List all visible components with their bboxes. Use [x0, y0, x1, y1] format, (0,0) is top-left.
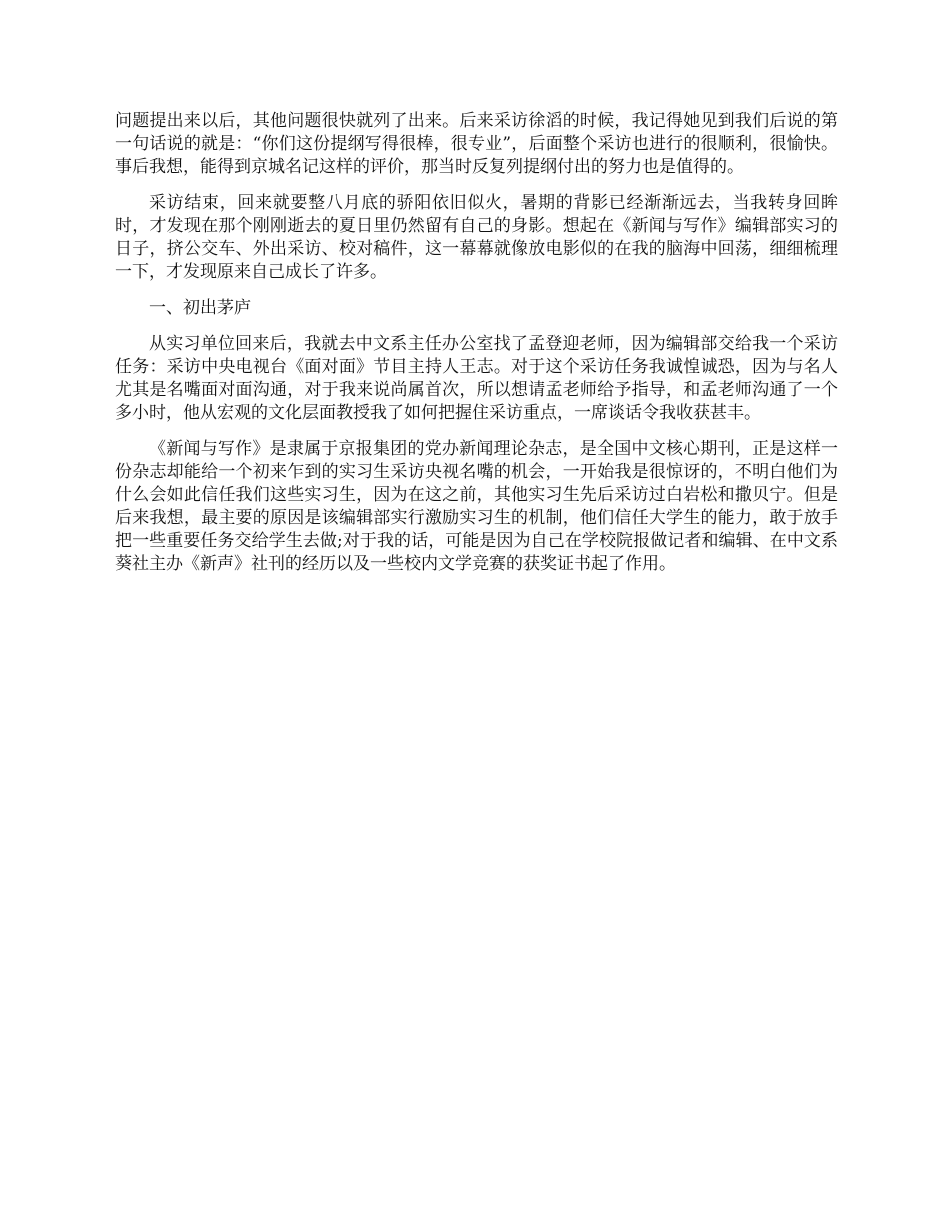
paragraph-4: 《新闻与写作》是隶属于京报集团的党办新闻理论杂志，是全国中文核心期刊，正是这样一份杂志却能给一个初来乍到的实习生采访央视名嘴的机会，一开始我是很惊讶的，不明白他们为什么会如此信任我们这些实习生，因为在这之前，其他实习生先后采访过白岩松和撒贝宁。但是后来我想，最主要的原因是该编辑部实行激励实习生的机制，他们信任大学生的能力，敢于放手把一些重要任务交给学生去做;对于我的话，可能是因为自己在学校院报做记者和编辑、在中文系葵社主办《新声》社刊的经历以及一些校内文学竞赛的获奖证书起了作用。 — [115, 439, 838, 574]
paragraph-3: 从实习单位回来后，我就去中文系主任办公室找了孟登迎老师，因为编辑部交给我一个采访任务：采访中央电视台《面对面》节目主持人王志。对于这个采访任务我诚惶诚恐，因为与名人尤其是名嘴面对面沟通，对于我来说尚属首次，所以想请孟老师给予指导，和孟老师沟通了一个多小时，他从宏观的文化层面教授我了如何把握住采访重点，一席谈话令我收获甚丰。 — [115, 334, 838, 423]
paragraph-1: 问题提出来以后，其他问题很快就列了出来。后来采访徐滔的时候，我记得她见到我们后说的第一句话说的就是：“你们这份提纲写得很棒，很专业”，后面整个采访也进行的很顺利，很愉快。事后我想，能得到京城名记这样的评价，那当时反复列提纲付出的努力也是值得的。 — [115, 111, 838, 177]
document-page — [115, 110, 838, 589]
paragraph-2: 采访结束，回来就要整八月底的骄阳依旧似火，暑期的背影已经渐渐远去，当我转身回眸时，才发现在那个刚刚逝去的夏日里仍然留有自己的身影。想起在《新闻与写作》编辑部实习的日子，挤公交车、外出采访、校对稿件，这一幕幕就像放电影似的在我的脑海中回荡，细细梳理一下，才发现原来自己成长了许多。 — [115, 193, 838, 282]
section-heading: 一、初出茅庐 — [149, 298, 251, 318]
